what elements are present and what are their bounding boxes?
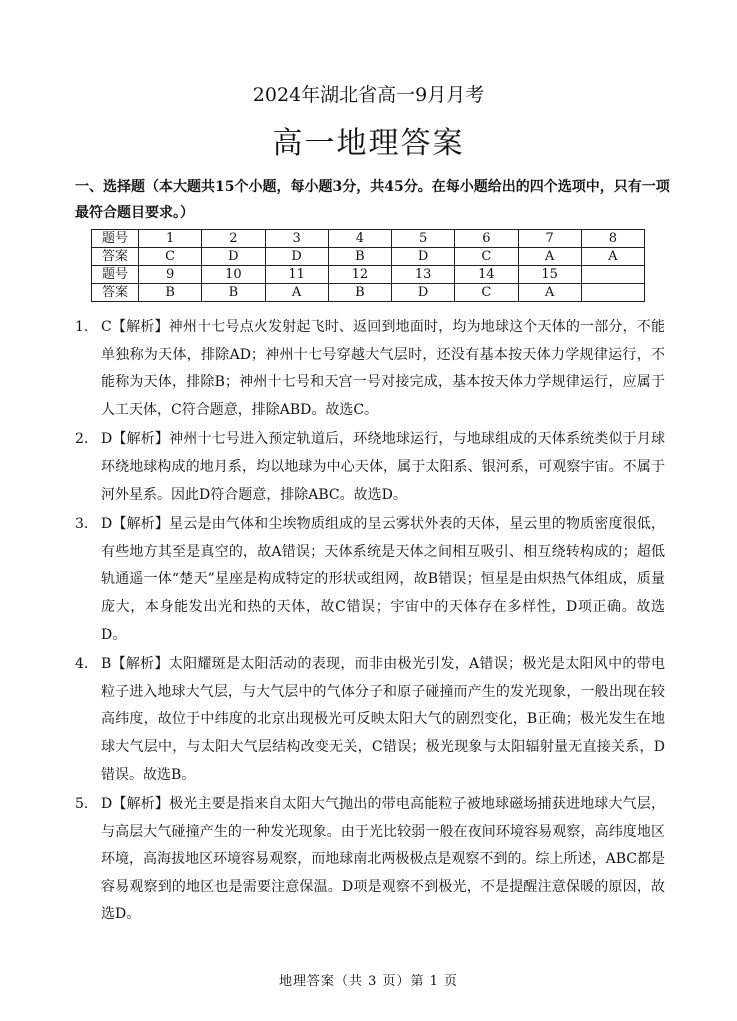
item-number: 1.	[75, 319, 89, 335]
document-title: 高一地理答案	[272, 126, 465, 161]
table-row	[92, 266, 645, 284]
table-row	[92, 284, 645, 302]
page-footer: 地理答案（共 3 页）第 1 页	[278, 974, 459, 989]
table-cell: 15	[518, 266, 581, 284]
table-cell: 6	[455, 230, 518, 248]
table-cell	[581, 266, 644, 284]
table-cell: A	[581, 248, 644, 266]
item-number: 4.	[75, 656, 89, 673]
item-number: 5.	[75, 796, 89, 813]
table-cell: 9	[139, 266, 202, 284]
item-explanation: D【解析】神州十七号进入预定轨道后，环绕地球运行，与地球组成的天体系统类似于月球环绕地球构成的地月系，均以地球为中心天体，属于太阳系、银河系，可观察宇宙。不属于河外星系。因此D符合题意，排除ABC。故选D。	[101, 431, 665, 503]
list-item	[75, 651, 665, 789]
table-cell: D	[392, 248, 455, 266]
table-cell: D	[265, 248, 328, 266]
table-cell: A	[518, 284, 581, 302]
explanation-list	[75, 314, 665, 931]
item-explanation: C【解析】神州十七号点火发射起飞时、返回到地面时，均为地球这个天体的一部分，不能单独称为天体，排除AD；神州十七号穿越大气层时，还没有基本按天体力学规律运行，不能称为天体，排除B；神州十七号和天宫一号对接完成，基本按天体力学规律运行，应属于人工天体，C符合题意，排除ABD。故选C。	[101, 319, 665, 418]
item-explanation: D【解析】极光主要是指来自太阳大气抛出的带电高能粒子被地球磁场捕获进地球大气层，与高层大气碰撞产生的一种发光现象。由于光比较弱一般在夜间环境容易观察，高纬度地区环境，高海拔地区环境容易观察，而地球南北两极极点是观察不到的。综上所述，ABC都是容易观察到的地区也是需要注意保温。D项是观察不到极光，不是提醒注意保暖的原因，故选D。	[101, 796, 665, 923]
list-item	[75, 511, 665, 649]
section-heading: 一、选择题（本大题共15个小题，每小题3分，共45分。在每小题给出的四个选项中，只有一项最符合题目要求。）	[75, 179, 670, 221]
item-number: 2.	[75, 431, 89, 448]
answer-table	[91, 229, 645, 302]
table-cell	[581, 284, 644, 302]
table-cell: D	[392, 284, 455, 302]
table-cell: B	[328, 248, 391, 266]
table-cell: C	[455, 248, 518, 266]
table-cell: A	[518, 248, 581, 266]
table-row	[92, 230, 645, 248]
list-item	[75, 314, 665, 424]
item-explanation: D【解析】星云是由气体和尘埃物质组成的呈云雾状外表的天体，星云里的物质密度很低，有些地方其至是真空的，故A错误；天体系统是天体之间相互吸引、相互绕转构成的；超低轨通遥一体“楚天”星座是构成特定的形状或组网，故B错误；恒星是由炽热气体组成，质量庞大，本身能发出光和热的天体，故C错误；宇宙中的天体存在多样性，D项正确。故选D。	[101, 516, 665, 643]
table-cell: 10	[202, 266, 265, 284]
table-cell: B	[202, 284, 265, 302]
table-cell: C	[455, 284, 518, 302]
table-cell: 3	[265, 230, 328, 248]
list-item	[75, 791, 665, 929]
table-cell: 14	[455, 266, 518, 284]
table-cell: 8	[581, 230, 644, 248]
item-explanation: B【解析】太阳耀斑是太阳活动的表现，而非由极光引发，A错误；极光是太阳风中的带电粒子进入地球大气层，与大气层中的气体分子和原子碰撞而产生的发光现象，一般出现在较高纬度，故位于中纬度的北京出现极光可反映太阳大气的剧烈变化，B正确；极光发生在地球大气层中，与太阳大气层结构改变无关，C错误；极光现象与太阳辐射量无直接关系，D错误。故选B。	[101, 656, 665, 783]
table-cell: 13	[392, 266, 455, 284]
table-row-label: 题号	[92, 230, 139, 248]
table-cell: 2	[202, 230, 265, 248]
document-subtitle: 2024年湖北省高一9月月考	[252, 84, 485, 106]
item-number: 3.	[75, 516, 89, 533]
table-row-label: 答案	[92, 284, 139, 302]
table-cell: D	[202, 248, 265, 266]
table-row	[92, 248, 645, 266]
list-item	[75, 426, 665, 509]
table-row-label: 答案	[92, 248, 139, 266]
table-row-label: 题号	[92, 266, 139, 284]
table-cell: 7	[518, 230, 581, 248]
table-cell: B	[139, 284, 202, 302]
table-cell: 4	[328, 230, 391, 248]
table-cell: B	[328, 284, 391, 302]
table-cell: A	[265, 284, 328, 302]
table-cell: 5	[392, 230, 455, 248]
table-cell: 11	[265, 266, 328, 284]
table-cell: 12	[328, 266, 391, 284]
table-cell: C	[139, 248, 202, 266]
table-cell: 1	[139, 230, 202, 248]
